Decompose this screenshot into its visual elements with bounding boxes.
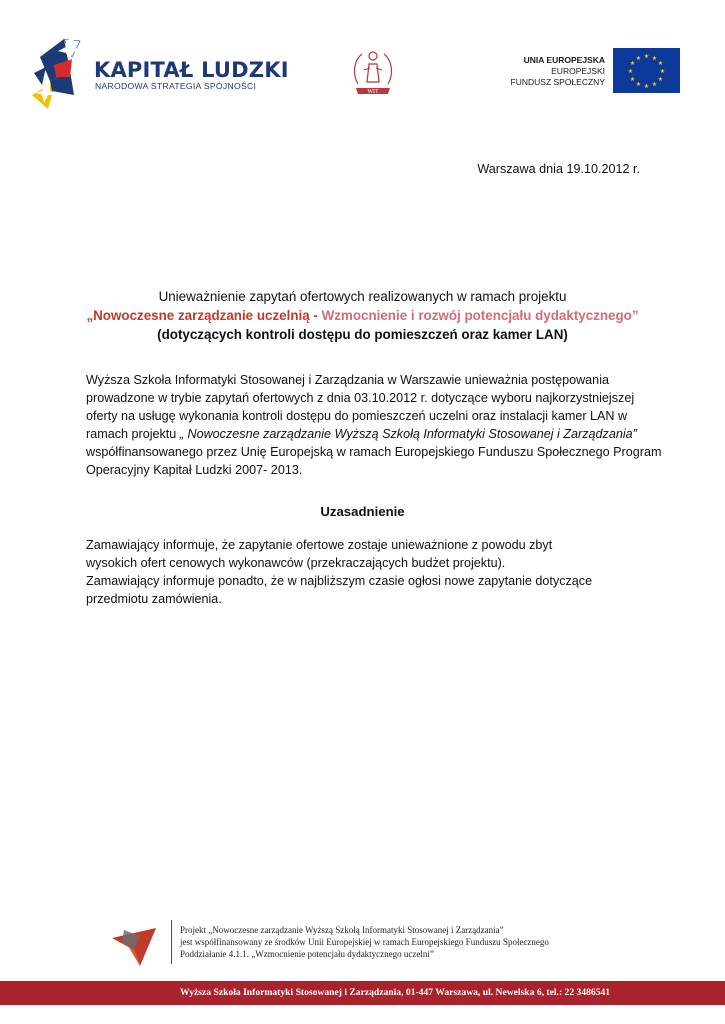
- wit-logo-text: WIT: [367, 89, 379, 95]
- paragraph-line: Zamawiający informuje ponadto, że w najbliższym czasie ogłosi nowe zapytanie dotyczące: [86, 574, 593, 588]
- eu-flag-icon: [613, 48, 680, 93]
- kapital-ludzki-logo: [30, 33, 92, 111]
- eu-label: [505, 55, 605, 88]
- svg-text:★: ★: [657, 76, 664, 83]
- svg-text:★: ★: [629, 76, 636, 83]
- eu-label-line1: UNIA EUROPEJSKA: [523, 55, 605, 65]
- title-line2: [80, 306, 645, 325]
- footer-arrow-logo: [110, 924, 158, 968]
- wit-logo: [350, 44, 396, 98]
- paragraph-line: Operacyjny Kapitał Ludzki 2007- 2013.: [86, 463, 303, 477]
- eu-label-line3: FUNDUSZ SPOŁECZNY: [510, 77, 605, 87]
- title-line2-subtitle: Wzmocnienie i rozwój potencjału dydaktycznego”: [321, 308, 639, 323]
- footer-note: [180, 924, 549, 960]
- paragraph-line: przedmiotu zamówienia.: [86, 592, 222, 606]
- svg-text:★: ★: [643, 53, 650, 60]
- eu-label-line2: EUROPEJSKI: [551, 66, 605, 76]
- paragraph-line: Wyższa Szkoła Informatyki Stosowanej i Zarządzania w Warszawie unieważnia postępowania: [86, 373, 609, 387]
- title-line1: Unieważnienie zapytań ofertowych realizowanych w ramach projektu: [158, 289, 567, 304]
- paragraph-line: Zamawiający informuje, że zapytanie ofertowe zostaje unieważnione z powodu zbyt: [86, 538, 553, 552]
- title-line3: (dotyczących kontroli dostępu do pomieszczeń oraz kamer LAN): [157, 327, 568, 342]
- footer-note-line: Projekt „Nowoczesne zarządzanie Wyższą Szkołą Informatyki Stosowanej i Zarządzania”: [180, 925, 504, 935]
- paragraph-line: współfinansowanego przez Unię Europejską w ramach Europejskiego Funduszu Społecznego Program: [86, 445, 662, 459]
- kapital-ludzki-title: KAPITAŁ LUDZKI: [94, 58, 289, 82]
- title-line2-project: „Nowoczesne zarządzanie uczelnią -: [86, 308, 322, 323]
- svg-text:★: ★: [643, 83, 650, 90]
- paragraph-line: wysokich ofert cenowych wykonawców (przekraczających budżet projektu).: [86, 556, 506, 570]
- svg-text:★: ★: [651, 81, 658, 88]
- svg-text:★: ★: [629, 60, 636, 67]
- footer-divider: [171, 920, 172, 964]
- document-date: Warszawa dnia 19.10.2012 r.: [477, 162, 640, 176]
- footer-note-line: Poddziałanie 4.1.1. „Wzmocnienie potencjału dydaktycznego uczelni”: [180, 949, 434, 959]
- svg-text:★: ★: [659, 68, 666, 75]
- footer-address: Wyższa Szkoła Informatyki Stosowanej i Zarządzania, 01-447 Warszawa, ul. Newelska 6, tel.: 22 3486541: [180, 987, 611, 998]
- document-title: [80, 287, 645, 344]
- justification-paragraph: [86, 536, 646, 608]
- kapital-ludzki-subtitle: NARODOWA STRATEGIA SPÓJNOŚCI: [95, 81, 257, 91]
- svg-text:★: ★: [651, 55, 658, 62]
- paragraph-line: prowadzone w trybie zapytań ofertowych z dnia 03.10.2012 r. dotyczące wyboru najkorzystniejszej: [86, 391, 635, 405]
- svg-text:★: ★: [657, 60, 664, 67]
- svg-text:★: ★: [635, 81, 642, 88]
- paragraph-line-prefix: ramach projektu: [86, 427, 180, 441]
- main-paragraph: [86, 371, 662, 479]
- svg-text:★: ★: [627, 68, 634, 75]
- paragraph-line: [86, 425, 646, 443]
- project-name-italic: „ Nowoczesne zarządzanie Wyższą Szkołą Informatyki Stosowanej i Zarządzania”: [179, 427, 637, 441]
- paragraph-line: oferty na usługę wykonania kontroli dostępu do pomieszczeń uczelni oraz instalacji kamer LAN w: [86, 409, 628, 423]
- svg-text:★: ★: [635, 55, 642, 62]
- footer-note-line: jest współfinansowany ze środków Unii Europejskiej w ramach Europejskiego Funduszu Społecznego: [180, 937, 549, 947]
- section-heading: Uzasadnienie: [320, 504, 405, 519]
